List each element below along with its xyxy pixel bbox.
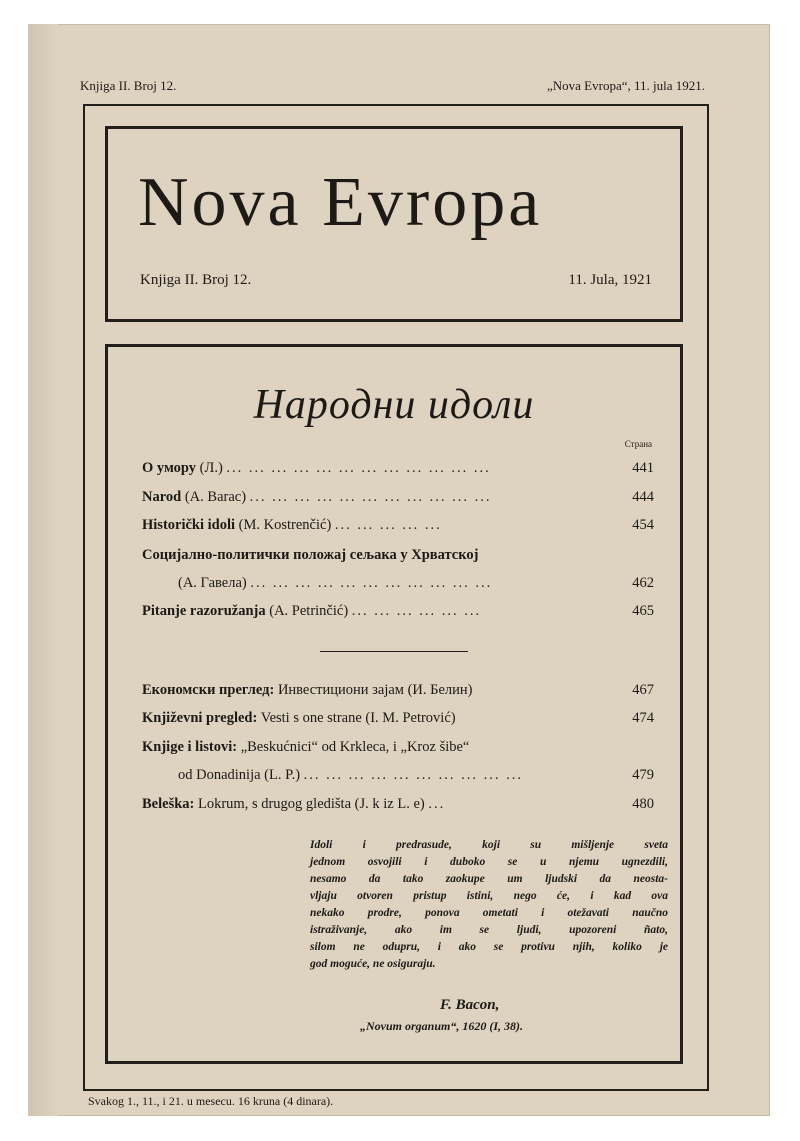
publication-schedule-footer: Svakog 1., 11., i 21. u mesecu. 16 kruna (4 dinara). [88, 1094, 334, 1108]
toc-entry-continuation [178, 767, 654, 784]
toc-entry-title: Pitanje razoružanja [142, 603, 266, 619]
toc-entry [142, 739, 654, 756]
section-title: Народни идоли [253, 382, 535, 428]
contents-box [105, 344, 683, 1064]
toc-entry [142, 489, 654, 506]
running-header-issue: Knjiga II. Broj 12. [80, 78, 177, 93]
toc-entry [142, 603, 654, 620]
toc-entry-page: 479 [632, 767, 654, 783]
toc-leader-dots: ... ... ... ... ... ... ... ... ... ... ... ... [226, 460, 491, 476]
toc-leader-dots: ... ... ... ... ... ... [351, 603, 482, 619]
quote-line: nesamo da tako zaokupe um ljudski da neosta- [310, 873, 668, 885]
quote-line: silom ne odupru, i ako se protivu njih, koliko je [310, 941, 668, 953]
toc-entry [142, 460, 654, 477]
toc-leader-dots: ... ... ... ... ... ... ... ... ... ... [303, 767, 524, 783]
quote-line: nekako prodre, ponova ometati i otežavati naučno [310, 907, 668, 919]
toc-entry-page: 462 [632, 575, 654, 591]
toc-entry [142, 517, 654, 534]
masthead: Nova Evropa [138, 164, 543, 241]
toc-entry-title: Knjige i listovi: [142, 739, 238, 755]
toc-leader-dots: ... [428, 796, 446, 812]
quote-author: F. Bacon, [440, 997, 500, 1013]
toc-entry-title: Beleška: [142, 796, 195, 812]
toc-entry-author: Lokrum, s drugog gledišta (J. k iz L. e) [197, 796, 425, 812]
quote-line: vljaju otvoren pristup istini, nego će, i kad ova [310, 890, 668, 902]
cover-spine-shadow [28, 24, 58, 1116]
toc-entry-title: Narod [142, 489, 182, 505]
toc-entry-continuation [178, 575, 654, 592]
toc-entry [142, 710, 654, 727]
toc-entry [142, 547, 654, 564]
toc-entry-page: 465 [632, 603, 654, 619]
toc-entry-author: (А. Гавела) [178, 575, 247, 591]
toc-leader-dots: ... ... ... ... ... ... ... ... ... ... ... [249, 489, 492, 505]
toc-entry-author: od Donadinija (L. P.) [178, 767, 301, 783]
toc-entry-author: (A. Petrinčić) [269, 603, 349, 619]
toc-entry-author: (M. Kostrenčić) [238, 517, 332, 533]
quote-line: Idoli i predrasude, koji su mišljenje sveta [310, 839, 668, 851]
title-box [105, 126, 683, 322]
quote-line: god moguće, ne osiguraju. [310, 958, 436, 970]
toc-entry [142, 682, 654, 699]
toc-entry-author: (Л.) [199, 460, 223, 476]
toc-leader-dots: ... ... ... ... ... ... ... ... ... ... ... [250, 575, 493, 591]
toc-entry-author: Инвестициони зајам (И. Белин) [277, 682, 473, 698]
toc-entry-author: (A. Barac) [184, 489, 247, 505]
issue-number: Knjiga II. Broj 12. [140, 272, 252, 288]
toc-entry-page: 474 [632, 710, 654, 726]
toc-entry-page: 441 [632, 460, 654, 476]
toc-entry-page: 467 [632, 682, 654, 698]
toc-entry-title: Historički idoli [142, 517, 236, 533]
toc-entry-page: 480 [632, 796, 654, 812]
running-header-date: „Nova Evropa“, 11. jula 1921. [547, 78, 705, 93]
toc-entry-title: О умору [142, 460, 197, 476]
quote-line: istraživanje, ako im se ljudi, upozoreni ñato, [310, 924, 668, 936]
epigraph-quote [310, 837, 668, 973]
quote-source: „Novum organum“, 1620 (I, 38). [360, 1019, 524, 1033]
toc-entry-author: „Beskućnici“ od Krkleca, i „Kroz šibe“ [240, 739, 470, 755]
toc-entry-page: 454 [632, 517, 654, 533]
section-divider [320, 651, 468, 652]
toc-entry-title: Социјално-политички положај сељака у Хрватској [142, 547, 479, 563]
toc-entry [142, 796, 654, 813]
toc-entry-author: Vesti s one strane (I. M. Petrović) [260, 710, 456, 726]
toc-entry-title: Економски преглед: [142, 682, 275, 698]
toc-entry-title: Književni pregled: [142, 710, 258, 726]
issue-date: 11. Jula, 1921 [568, 272, 652, 288]
toc-entry-page: 444 [632, 489, 654, 505]
toc-leader-dots: ... ... ... ... ... [334, 517, 442, 533]
quote-line: jednom osvojili i duboko se u njemu ugnezdili, [310, 856, 668, 868]
page-column-label: Страна [624, 439, 652, 449]
